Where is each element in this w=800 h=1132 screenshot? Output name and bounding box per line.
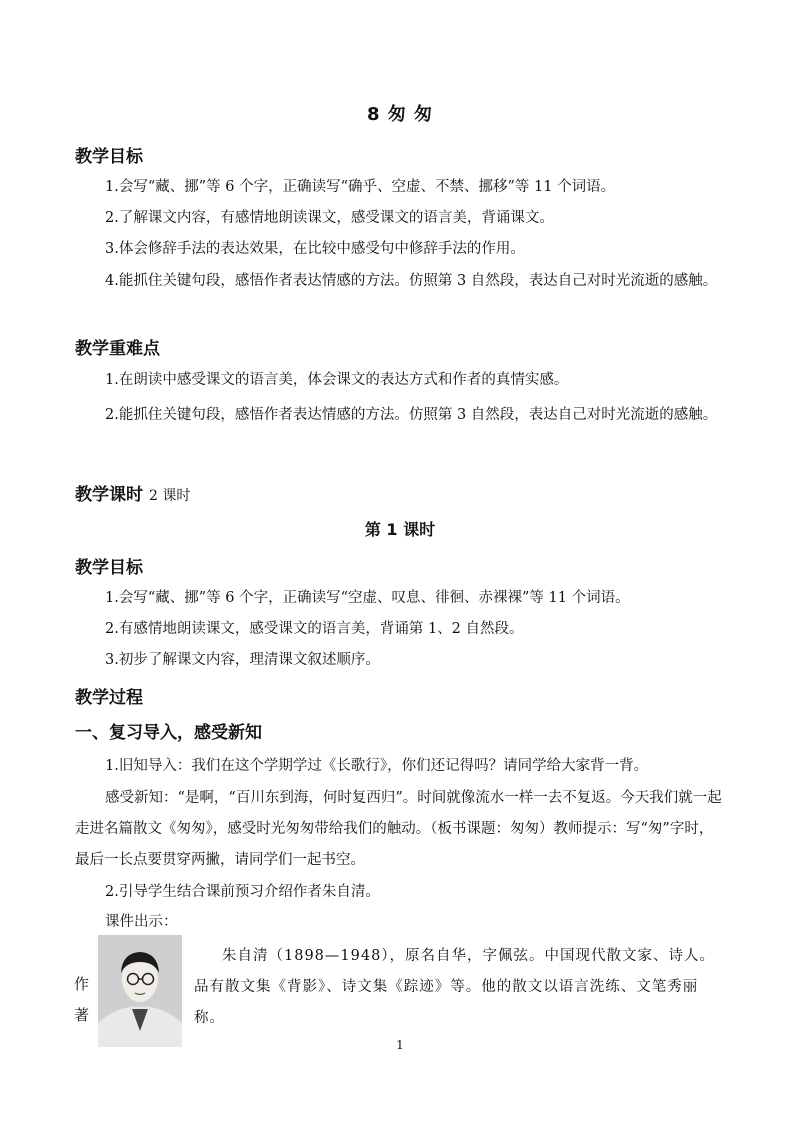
lesson-goal-2: 2.有感情地朗读课文，感受课文的语言美，背诵第 1、2 自然段。 xyxy=(105,621,524,637)
lesson-goal-3: 3.初步了解课文内容，理清课文叙述顺序。 xyxy=(105,652,380,668)
lesson-goal-1: 1.会写“藏、挪”等 6 个字，正确读写“空虚、叹息、徘徊、赤裸裸”等 11 个词语。 xyxy=(105,590,630,606)
author-intro-text: 朱自清（1898—1948），原名自华，字佩弦。中国现代散文家、诗人。品有散文集《背影》、诗文集《踪迹》等。他的散文以语言洗练、文笔秀丽称。 xyxy=(194,948,716,1026)
step1-para-2: 感受新知：“是啊，“百川东到海，何时复西归”。时间就像流水一样一去不复返。今天我们就一起走进名篇散文《匆匆》，感受时光匆匆带给我们的触动。（板书课题：匆匆）教师提示：写“匆”字时，最后一长点要贯穿两撇，请同学们一起书空。 xyxy=(75,790,722,868)
page-number: 1 xyxy=(396,1038,404,1052)
hours-heading: 教学课时 xyxy=(75,485,143,505)
step1-para-3: 2.引导学生结合课前预习介绍作者朱自清。 xyxy=(105,884,380,900)
author-portrait-icon xyxy=(98,935,182,1047)
keypoint-item-2: 2.能抓住关键句段，感悟作者表达情感的方法。仿照第 3 自然段，表达自己对时光流逝的感触。 xyxy=(105,407,718,423)
process-heading: 教学过程 xyxy=(75,688,143,708)
lesson-title: 第 1 课时 xyxy=(364,520,436,539)
hours-value: 2 课时 xyxy=(149,488,191,504)
goal-item-1: 1.会写“藏、挪”等 6 个字，正确读写“确乎、空虚、不禁、挪移”等 11 个词语。 xyxy=(105,179,616,195)
section-heading-goals: 教学目标 xyxy=(75,147,143,167)
lesson-goals-heading: 教学目标 xyxy=(75,558,143,578)
goal-item-4: 4.能抓住关键句段，感悟作者表达情感的方法。仿照第 3 自然段，表达自己对时光流逝的感触。 xyxy=(105,273,718,289)
page-title: 8 匆 匆 xyxy=(366,104,434,125)
author-label-1: 作 xyxy=(74,975,90,993)
hours-line xyxy=(75,480,190,505)
step1-heading: 一、复习导入，感受新知 xyxy=(75,723,262,743)
author-label-2: 著 xyxy=(74,1006,90,1024)
author-photo xyxy=(98,935,182,1047)
section-heading-keypoints: 教学重难点 xyxy=(75,339,160,359)
step1-para-1: 1.旧知导入：我们在这个学期学过《长歌行》，你们还记得吗？请同学给大家背一背。 xyxy=(105,758,649,774)
step1-para-4: 课件出示： xyxy=(105,914,178,930)
goal-item-3: 3.体会修辞手法的表达效果，在比较中感受句中修辞手法的作用。 xyxy=(105,241,525,257)
goal-item-2: 2.了解课文内容，有感情地朗读课文，感受课文的语言美，背诵课文。 xyxy=(105,210,554,226)
keypoint-item-1: 1.在朗读中感受课文的语言美，体会课文的表达方式和作者的真情实感。 xyxy=(105,372,569,388)
